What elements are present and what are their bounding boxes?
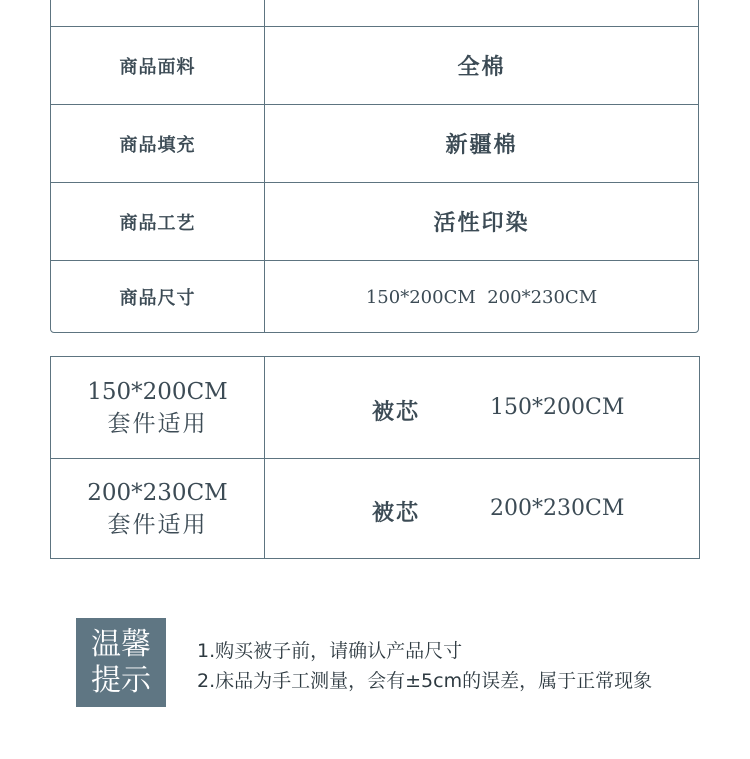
size-item-dimensions: 150*200CM	[490, 395, 625, 420]
spec-value-craft: 活性印染	[433, 211, 530, 236]
size-item-name: 被芯	[372, 400, 421, 425]
tips-badge	[76, 618, 166, 707]
size-label-suitable: 套件适用	[107, 410, 208, 437]
spec-label-size: 商品尺寸	[119, 288, 196, 309]
spec-label-craft: 商品工艺	[119, 212, 196, 234]
size-table	[50, 356, 700, 559]
spec-value-size: 150*200CM 200*230CM	[365, 286, 598, 308]
spec-label-fabric: 商品面料	[119, 56, 196, 78]
size-item-dimensions: 200*230CM	[490, 496, 625, 521]
tips-badge-line2: 提示	[91, 662, 151, 698]
spec-label-filling: 商品填充	[119, 134, 196, 156]
spec-value-filling: 新疆棉	[445, 133, 518, 158]
tip-line-2: 2.床品为手工测量，会有±5cm的误差，属于正常现象	[197, 670, 653, 692]
tip-line-1: 1.购买被子前，请确认产品尺寸	[197, 640, 463, 662]
size-row-label	[51, 459, 264, 559]
size-label-suitable: 套件适用	[107, 512, 208, 538]
size-row-label	[51, 357, 264, 458]
tips-badge-line1: 温馨	[91, 626, 151, 662]
size-item-name: 被芯	[372, 501, 421, 526]
spec-table	[50, 0, 699, 333]
size-label-dimensions: 200*230CM	[87, 480, 228, 506]
spec-value-fabric: 全棉	[457, 55, 506, 80]
size-label-dimensions: 150*200CM	[87, 378, 228, 405]
